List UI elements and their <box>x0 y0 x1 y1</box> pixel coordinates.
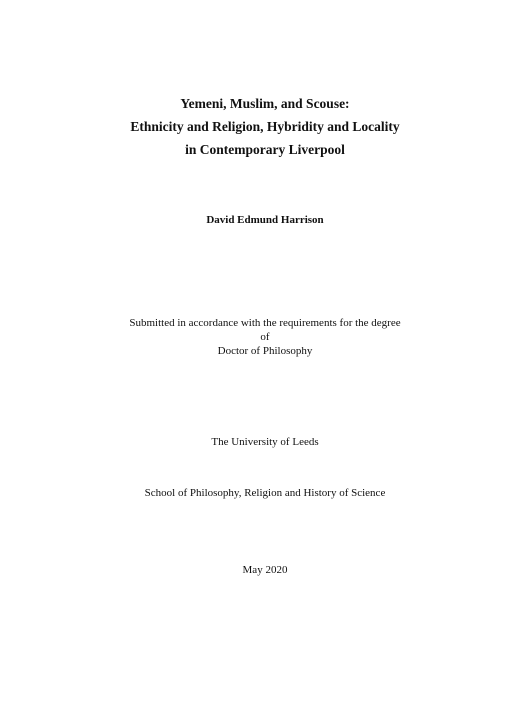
degree-name: Doctor of Philosophy <box>217 345 313 357</box>
university-name: The University of Leeds <box>211 436 319 448</box>
submission-of: of <box>260 331 270 343</box>
author-name: David Edmund Harrison <box>206 214 324 226</box>
submission-statement: Submitted in accordance with the requirements for the degree <box>129 317 401 329</box>
school-name: School of Philosophy, Religion and History of Science <box>144 487 386 499</box>
title-line-2: Ethnicity and Religion, Hybridity and Locality <box>130 119 400 134</box>
submission-date: May 2020 <box>242 564 288 576</box>
title-line-1: Yemeni, Muslim, and Scouse: <box>180 96 350 111</box>
title-line-3: in Contemporary Liverpool <box>185 142 345 157</box>
